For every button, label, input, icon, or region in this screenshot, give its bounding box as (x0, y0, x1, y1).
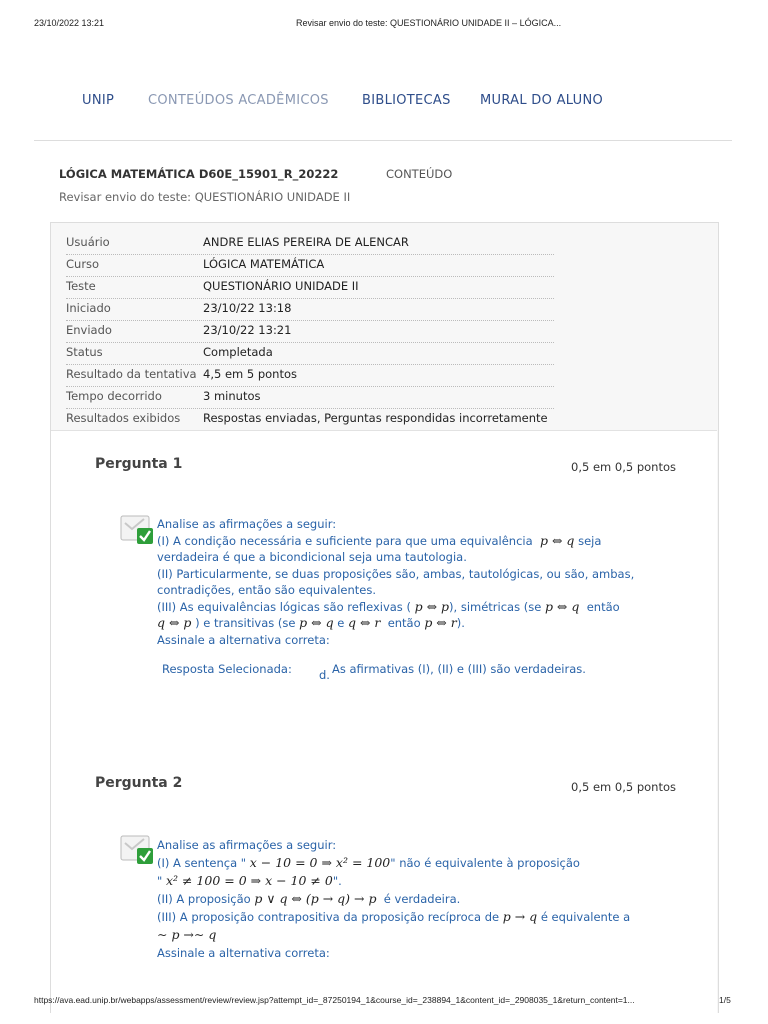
statement-1 (157, 854, 637, 872)
question-intro: Analise as afirmações a seguir: (157, 838, 337, 852)
nav-mural-do-aluno[interactable]: MURAL DO ALUNO (480, 93, 604, 108)
question-2-title: Pergunta 2 (95, 775, 183, 791)
info-row-resultados-exibidos (66, 409, 554, 430)
info-value: QUESTIONÁRIO UNIDADE II (203, 279, 359, 293)
statement-2: (II) Particularmente, se duas proposições são, ambas, tautológicas, ou são, ambas, (157, 566, 635, 581)
question-prompt: Assinale a alternativa correta: (157, 632, 330, 647)
statement-text: ), simétricas (se (449, 599, 542, 614)
statement-text: (III) As equivalências lógicas são reflexivas ( (157, 599, 411, 614)
math-expression: x² ≠ 100 = 0 ⇒ x − 10 ≠ 0 (165, 873, 333, 888)
statement-text: (I) A condição necessária e suficiente para que uma equivalência (157, 533, 533, 548)
question-1-points: 0,5 em 0,5 pontos (571, 460, 676, 474)
statement-text: (II) A proposição (157, 892, 251, 906)
info-value: 23/10/22 13:21 (203, 323, 292, 337)
math-expression: p ⇔ p (414, 598, 450, 614)
info-key: Enviado (66, 323, 112, 337)
statement-text (157, 872, 637, 890)
info-value: 4,5 em 5 pontos (203, 367, 298, 381)
question-intro: Analise as afirmações a seguir: (157, 517, 337, 531)
statement-text: " não é equivalente à proposição (390, 856, 580, 870)
correct-answer-check-icon (120, 515, 154, 545)
info-row-iniciado (66, 299, 554, 321)
info-value: 3 minutos (203, 389, 261, 403)
course-title[interactable]: LÓGICA MATEMÁTICA D60E_15901_R_20222 (59, 167, 339, 181)
question-prompt: Assinale a alternativa correta: (157, 946, 330, 960)
info-key: Resultado da tentativa (66, 367, 197, 381)
statement-text: então (387, 616, 421, 630)
info-value: Completada (203, 345, 273, 359)
answer-letter: d. (319, 668, 330, 682)
math-expression: x − 10 = 0 ⇒ x² = 100 (249, 855, 391, 870)
question-1-text (157, 516, 637, 648)
info-row-usuario (66, 233, 554, 255)
answer-text: As afirmativas (I), (II) e (III) são verdadeiras. (332, 662, 586, 676)
info-row-status (66, 343, 554, 365)
statement-text: contradições, então são equivalentes. (157, 583, 377, 597)
math-expression: p ∨ q ⇔ (p → q) → p (254, 891, 377, 906)
question-2-text (157, 836, 637, 962)
math-expression: ∼ p →∼ q (157, 927, 217, 942)
info-key: Tempo decorrido (66, 389, 162, 403)
math-expression: q ⇔ p (157, 615, 192, 630)
info-row-tempo (66, 387, 554, 409)
info-key: Curso (66, 257, 100, 271)
statement-text: (III) A proposição contrapositiva da proposição recíproca de (157, 910, 500, 924)
statement-2 (157, 890, 637, 908)
nav-bibliotecas[interactable]: BIBLIOTECAS (362, 93, 451, 108)
nav-conteudos-academicos[interactable]: CONTEÚDOS ACADÊMICOS (148, 93, 329, 108)
math-expression: p ⇔ q (299, 615, 334, 630)
statement-text: ). (456, 616, 465, 630)
info-row-enviado (66, 321, 554, 343)
page-number: 1/5 (719, 995, 731, 1005)
info-value: 23/10/22 13:18 (203, 301, 292, 315)
math-expression: q ⇔ r (347, 615, 381, 630)
math-expression: p ⇔ r (424, 615, 457, 630)
print-title: Revisar envio do teste: QUESTIONÁRIO UNIDADE II – LÓGICA... (296, 18, 562, 28)
nav-unip[interactable]: UNIP (82, 93, 115, 108)
correct-answer-check-icon (120, 835, 154, 865)
statement-text: e (337, 616, 345, 630)
math-expression: p ⇔ q (544, 598, 580, 614)
statement-1 (157, 533, 637, 550)
math-expression: p → q (502, 909, 538, 924)
statement-text (157, 615, 637, 632)
info-row-teste (66, 277, 554, 299)
statement-3 (157, 908, 637, 926)
content-breadcrumb[interactable]: CONTEÚDO (386, 167, 453, 181)
info-value: Respostas enviadas, Perguntas respondidas incorretamente (203, 411, 548, 425)
info-row-resultado (66, 365, 554, 387)
statement-text (157, 926, 637, 944)
info-value: LÓGICA MATEMÁTICA (203, 257, 325, 271)
statement-text: seja (578, 533, 602, 548)
question-2-points: 0,5 em 0,5 pontos (571, 780, 676, 794)
info-key: Status (66, 345, 103, 359)
statement-3 (157, 599, 637, 616)
info-value: ANDRE ELIAS PEREIRA DE ALENCAR (203, 235, 409, 249)
answer-label: Resposta Selecionada: (162, 662, 292, 676)
math-expression: p ⇔ q (539, 532, 575, 548)
question-1-title: Pergunta 1 (95, 456, 183, 472)
info-key: Iniciado (66, 301, 111, 315)
statement-text: é verdadeira. (383, 892, 461, 906)
print-url: https://ava.ead.unip.br/webapps/assessment/review/review.jsp?attempt_id=_87250194_1&course_id=_238894_1&content_id=_2908035_1&return_content=1... (34, 995, 635, 1005)
statement-text: ) e transitivas (se (195, 616, 296, 630)
info-key: Resultados exibidos (66, 411, 181, 425)
statement-text: " (157, 874, 163, 888)
attempt-info-table (66, 233, 554, 430)
page-title: Revisar envio do teste: QUESTIONÁRIO UNIDADE II (59, 190, 351, 204)
info-row-curso (66, 255, 554, 277)
statement-text: ". (332, 874, 342, 888)
info-key: Usuário (66, 235, 110, 249)
print-date: 23/10/2022 13:21 (34, 18, 105, 28)
statement-text: (I) A sentença " (157, 856, 247, 870)
info-key: Teste (66, 279, 96, 293)
statement-text: verdadeira é que a bicondicional seja uma tautologia. (157, 550, 467, 564)
statement-text: então (586, 599, 620, 614)
nav-divider (34, 140, 732, 141)
statement-text: é equivalente a (540, 910, 631, 924)
selected-answer (162, 662, 642, 682)
